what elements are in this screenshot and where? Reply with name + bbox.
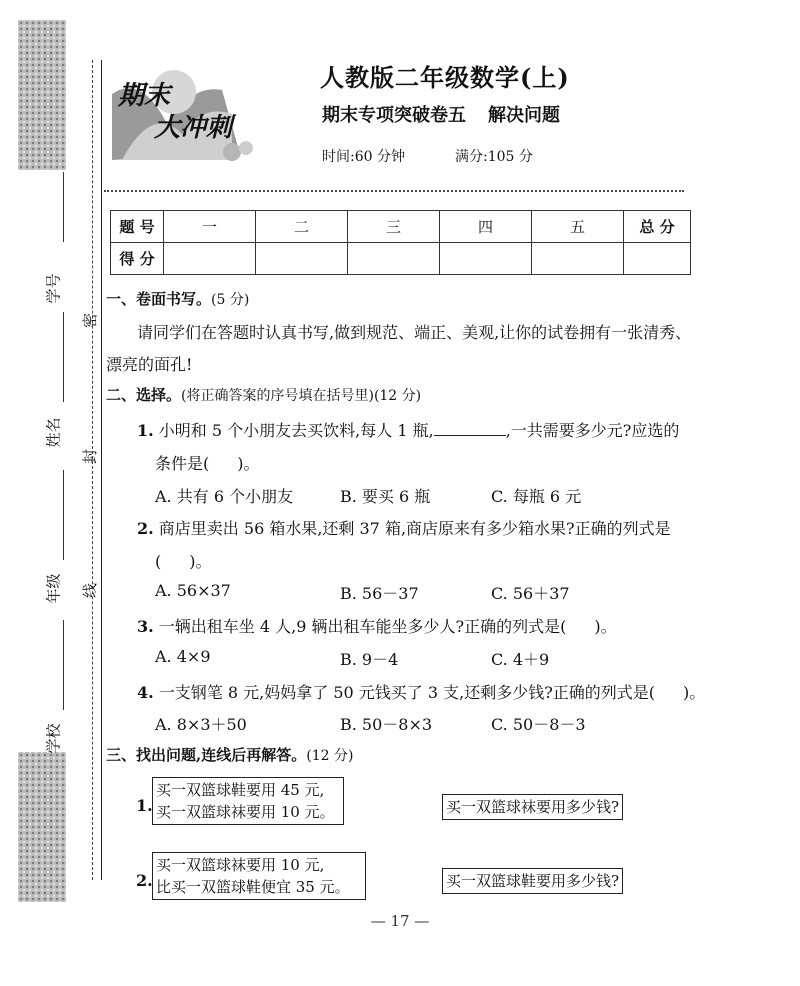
- option-a: A. 共有 6 个小朋友: [155, 487, 294, 506]
- binding-pattern-top: [18, 20, 66, 170]
- question-box[interactable]: 买一双篮球袜要用多少钱?: [442, 794, 623, 820]
- binding-line-nianji: [63, 470, 64, 560]
- question-number: 3.: [137, 617, 154, 636]
- option-b: B. 要买 6 瓶: [340, 487, 431, 506]
- score-input-cell[interactable]: [164, 243, 256, 275]
- score-header-cell: 五: [532, 211, 624, 243]
- option-c: C. 每瓶 6 元: [491, 487, 582, 506]
- condition-line: 买一双篮球鞋要用 45 元,: [156, 781, 325, 799]
- conditions-box[interactable]: [152, 777, 344, 825]
- header-divider: [104, 190, 684, 192]
- section2-title: 二、选择。: [106, 386, 182, 404]
- section3-points: (12 分): [306, 748, 354, 764]
- binding-label-xuexiao: 学校: [44, 723, 63, 754]
- binding-line-xingming: [63, 312, 64, 402]
- section1-title: 一、卷面书写。: [106, 290, 212, 308]
- question-text: 商店里卖出 56 箱水果,还剩 37 箱,商店原来有多少箱水果?正确的列式是: [158, 519, 671, 538]
- score-input-cell[interactable]: [348, 243, 440, 275]
- logo-text-top: 期末: [118, 81, 171, 111]
- binding-cut-line: [92, 60, 93, 880]
- section1-heading: [106, 288, 249, 309]
- seal-xian: 线: [81, 582, 100, 599]
- question-text: )。: [189, 552, 212, 571]
- option-b: B. 56－37: [340, 584, 419, 603]
- score-row-label: 得 分: [111, 243, 164, 275]
- exam-meta: [322, 146, 533, 166]
- question-text: ,一共需要多少元?应选的: [505, 421, 680, 440]
- score-header-cell: 总 分: [624, 211, 691, 243]
- question-3: [137, 614, 617, 637]
- score-input-cell[interactable]: [440, 243, 532, 275]
- section1-line2: 漂亮的面孔!: [106, 355, 193, 374]
- section2-note: (将正确答案的序号填在括号里)(12 分): [181, 388, 422, 404]
- answer-blank[interactable]: [434, 421, 506, 436]
- subtitle-part-b: 解决问题: [488, 105, 560, 126]
- question-number: 2.: [137, 519, 154, 538]
- section3-heading: [106, 744, 353, 765]
- exam-score: 满分:105 分: [454, 149, 533, 165]
- seal-feng: 封: [81, 448, 100, 465]
- condition-line: 比买一双篮球鞋便宜 35 元。: [156, 878, 350, 896]
- score-table: [110, 210, 691, 275]
- option-b: B. 9－4: [340, 650, 399, 669]
- question-text: 小明和 5 个小朋友去买饮料,每人 1 瓶,: [158, 421, 434, 440]
- question-text: )。: [594, 617, 617, 636]
- question-number: 4.: [137, 683, 154, 702]
- condition-line: 买一双篮球袜要用 10 元,: [156, 856, 325, 874]
- question-text: 一辆出租车坐 4 人,9 辆出租车能坐多少人?正确的列式是(: [158, 617, 567, 636]
- question-text: )。: [683, 683, 706, 702]
- match-item-number: 1.: [136, 796, 153, 815]
- question-2-cont: [155, 549, 212, 572]
- binding-pattern-bottom: [18, 752, 66, 902]
- binding-line-xuehao: [63, 172, 64, 242]
- option-c: C. 50－8－3: [491, 715, 586, 734]
- question-text: )。: [237, 454, 260, 473]
- section2-heading: [106, 384, 421, 405]
- option-a: A. 4×9: [155, 647, 211, 666]
- question-1-cont: [155, 451, 260, 474]
- question-number: 1.: [137, 421, 154, 440]
- option-b: B. 50－8×3: [340, 715, 433, 734]
- question-1: [137, 418, 679, 441]
- logo: [112, 64, 262, 164]
- score-input-cell[interactable]: [532, 243, 624, 275]
- score-input-cell[interactable]: [256, 243, 348, 275]
- question-box[interactable]: 买一双篮球鞋要用多少钱?: [442, 868, 623, 894]
- subtitle-part-a: 期末专项突破卷五: [322, 105, 466, 126]
- binding-label-xuehao: 学号: [44, 273, 63, 304]
- conditions-box[interactable]: [152, 852, 366, 900]
- option-c: C. 56＋37: [491, 584, 570, 603]
- option-a: A. 8×3＋50: [155, 715, 247, 734]
- page-title: 人教版二年级数学(上): [320, 63, 570, 92]
- score-table-header-row: [111, 211, 691, 243]
- section1-line1: 请同学们在答题时认真书写,做到规范、端正、美观,让你的试卷拥有一张清秀、: [137, 323, 692, 342]
- logo-text-bottom: 大冲刺: [154, 113, 233, 143]
- score-header-cell: 一: [164, 211, 256, 243]
- question-4: [137, 680, 705, 703]
- question-2: [137, 516, 671, 539]
- binding-label-nianji: 年级: [44, 573, 63, 604]
- page-subtitle: [322, 101, 560, 127]
- exam-time: 时间:60 分钟: [322, 149, 405, 165]
- page-number: — 17 —: [370, 912, 430, 930]
- option-c: C. 4＋9: [491, 650, 550, 669]
- score-header-cell: 三: [348, 211, 440, 243]
- seal-mi: 密: [81, 312, 100, 329]
- score-header-cell: 二: [256, 211, 348, 243]
- score-input-cell[interactable]: [624, 243, 691, 275]
- question-text: (: [155, 552, 162, 571]
- option-a: A. 56×37: [155, 581, 231, 600]
- score-table-score-row: [111, 243, 691, 275]
- match-item-number: 2.: [136, 871, 153, 890]
- score-header-cell: 题 号: [111, 211, 164, 243]
- condition-line: 买一双篮球袜要用 10 元。: [156, 803, 335, 821]
- section3-title: 三、找出问题,连线后再解答。: [106, 746, 307, 764]
- binding-border-line: [101, 60, 102, 880]
- question-text: 条件是(: [155, 454, 210, 473]
- score-header-cell: 四: [440, 211, 532, 243]
- binding-line-xuexiao: [63, 620, 64, 710]
- question-text: 一支钢笔 8 元,妈妈拿了 50 元钱买了 3 支,还剩多少钱?正确的列式是(: [158, 683, 656, 702]
- section1-points: (5 分): [211, 292, 250, 308]
- binding-label-xingming: 姓名: [44, 417, 63, 448]
